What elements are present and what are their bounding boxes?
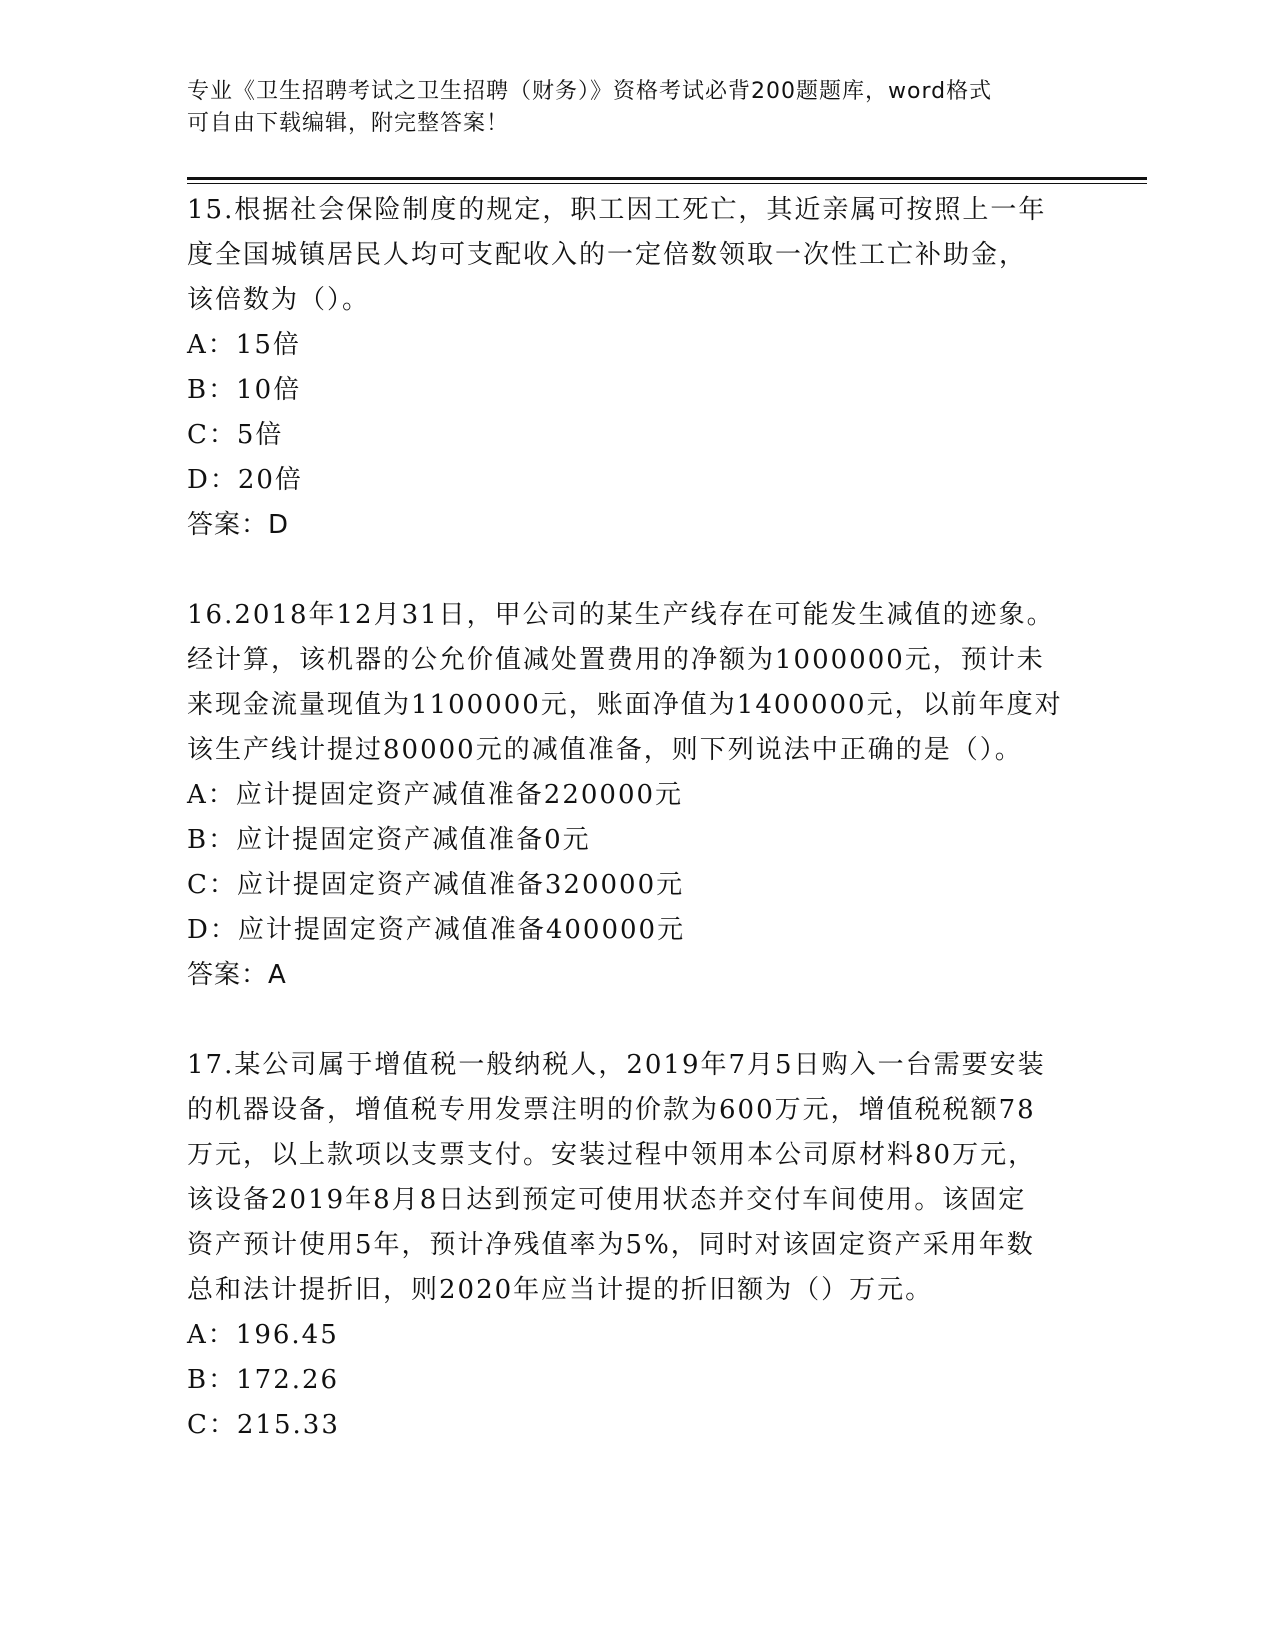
option-d: D：20倍 <box>187 465 303 495</box>
option-c: C：应计提固定资产减值准备320000元 <box>187 870 685 900</box>
option-a: A：196.45 <box>187 1320 339 1350</box>
question-text: 经计算，该机器的公允价值减处置费用的净额为1000000元，预计未 <box>187 645 1045 675</box>
question-text: 16.2018年12月31日，甲公司的某生产线存在可能发生减值的迹象。 <box>187 600 1055 630</box>
question-15 <box>187 188 1087 548</box>
question-text: 该倍数为（）。 <box>187 285 371 315</box>
question-text: 该生产线计提过80000元的减值准备，则下列说法中正确的是（）。 <box>187 735 1023 765</box>
question-16 <box>187 593 1087 998</box>
question-17 <box>187 1043 1087 1448</box>
header-line-1: 专业《卫生招聘考试之卫生招聘（财务）》资格考试必背200题题库，word格式 <box>187 79 993 104</box>
question-text: 总和法计提折旧，则2020年应当计提的折旧额为（）万元。 <box>187 1275 934 1305</box>
spacer <box>187 548 1087 593</box>
option-c: C：5倍 <box>187 420 284 450</box>
option-b: B：172.26 <box>187 1365 340 1395</box>
option-c: C：215.33 <box>187 1410 340 1440</box>
question-text: 该设备2019年8月8日达到预定可使用状态并交付车间使用。该固定 <box>187 1185 1027 1215</box>
option-b: B：应计提固定资产减值准备0元 <box>187 825 591 855</box>
option-b: B：10倍 <box>187 375 302 405</box>
document-header <box>187 76 1067 140</box>
question-text: 15.根据社会保险制度的规定，职工因工死亡，其近亲属可按照上一年 <box>187 195 1047 225</box>
answer: 答案：D <box>187 510 290 540</box>
header-line-2: 可自由下载编辑，附完整答案！ <box>187 111 510 136</box>
question-list <box>187 188 1087 1448</box>
question-text: 17.某公司属于增值税一般纳税人，2019年7月5日购入一台需要安装 <box>187 1050 1046 1080</box>
question-text: 资产预计使用5年，预计净残值率为5%，同时对该固定资产采用年数 <box>187 1230 1035 1260</box>
header-rule-thick <box>187 177 1147 180</box>
option-a: A：15倍 <box>187 330 301 360</box>
question-text: 万元，以上款项以支票支付。安装过程中领用本公司原材料80万元， <box>187 1140 1037 1170</box>
option-d: D：应计提固定资产减值准备400000元 <box>187 915 686 945</box>
question-text: 来现金流量现值为1100000元，账面净值为1400000元，以前年度对 <box>187 690 1063 720</box>
option-a: A：应计提固定资产减值准备220000元 <box>187 780 684 810</box>
question-text: 度全国城镇居民人均可支配收入的一定倍数领取一次性工亡补助金， <box>187 240 1028 270</box>
spacer <box>187 998 1087 1043</box>
header-rule-thin <box>187 183 1147 184</box>
question-text: 的机器设备，增值税专用发票注明的价款为600万元，增值税税额78 <box>187 1095 1036 1125</box>
answer: 答案：A <box>187 960 287 990</box>
